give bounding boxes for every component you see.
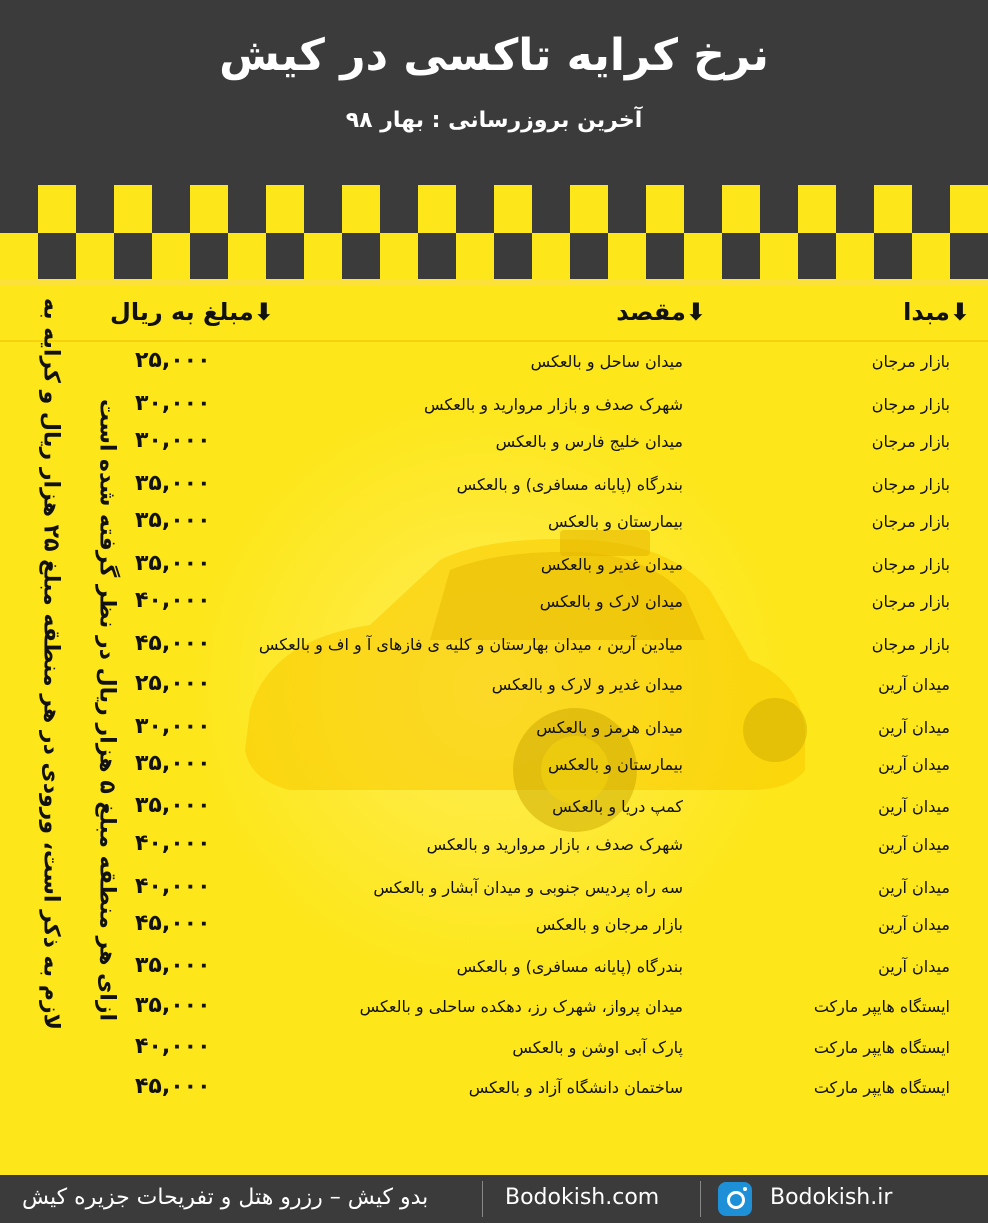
checker-cell xyxy=(684,185,722,233)
origin-cell: بازار مرجان xyxy=(871,635,950,654)
instagram-icon[interactable] xyxy=(718,1182,752,1216)
side-note xyxy=(24,298,134,1030)
checker-cell xyxy=(760,185,798,233)
price-cell: ۴۰,۰۰۰ xyxy=(135,588,211,613)
table-row xyxy=(0,831,988,865)
price-cell: ۴۰,۰۰۰ xyxy=(135,831,211,856)
footer-instagram-link[interactable]: Bodokish.ir xyxy=(770,1185,893,1210)
table-row xyxy=(0,391,988,425)
table-row xyxy=(0,348,988,382)
checker-pattern-top xyxy=(0,185,988,233)
footer xyxy=(0,1175,988,1223)
price-cell: ۴۵,۰۰۰ xyxy=(135,1074,211,1099)
origin-cell: بازار مرجان xyxy=(871,395,950,414)
destination-cell: میدان غدیر و بالعکس xyxy=(540,555,683,574)
checker-cell xyxy=(722,233,760,281)
origin-cell: میدان آرین xyxy=(878,878,950,897)
origin-cell: بازار مرجان xyxy=(871,555,950,574)
checker-cell xyxy=(646,233,684,281)
origin-cell: بازار مرجان xyxy=(871,512,950,531)
checker-cell xyxy=(380,185,418,233)
table-row xyxy=(0,874,988,908)
header xyxy=(0,0,988,185)
column-header-price: ⬇مبلغ به ریال xyxy=(110,298,274,326)
origin-cell: بازار مرجان xyxy=(871,352,950,371)
destination-cell: میدان خلیج فارس و بالعکس xyxy=(495,432,683,451)
price-cell: ۴۵,۰۰۰ xyxy=(135,631,211,656)
destination-cell: بیمارستان و بالعکس xyxy=(547,512,683,531)
side-note-line-1: لازم به ذکر است، ورودی در هر منطقه مبلغ ۲۵ هزار ریال و کرایه به xyxy=(38,298,64,1030)
price-cell: ۳۵,۰۰۰ xyxy=(135,751,211,776)
origin-cell: میدان آرین xyxy=(878,797,950,816)
checker-cell xyxy=(494,233,532,281)
price-cell: ۲۵,۰۰۰ xyxy=(135,671,211,696)
checker-cell xyxy=(532,185,570,233)
destination-cell: بازار مرجان و بالعکس xyxy=(535,915,683,934)
side-note-line-2: ازای هر منطقه مبلغ ۵ هزار ریال در نظر گرفته شده است xyxy=(94,398,120,1022)
origin-cell: میدان آرین xyxy=(878,755,950,774)
destination-cell: میدان هرمز و بالعکس xyxy=(536,718,683,737)
price-cell: ۴۰,۰۰۰ xyxy=(135,1034,211,1059)
price-cell: ۳۵,۰۰۰ xyxy=(135,471,211,496)
table-row xyxy=(0,1034,988,1068)
destination-cell: شهرک صدف ، بازار مروارید و بالعکس xyxy=(426,835,683,854)
checker-cell xyxy=(0,185,38,233)
price-cell: ۳۰,۰۰۰ xyxy=(135,714,211,739)
destination-cell: کمپ دریا و بالعکس xyxy=(552,797,683,816)
price-cell: ۳۵,۰۰۰ xyxy=(135,953,211,978)
destination-cell: میدان لارک و بالعکس xyxy=(539,592,683,611)
origin-cell: میدان آرین xyxy=(878,675,950,694)
destination-cell: شهرک صدف و بازار مروارید و بالعکس xyxy=(424,395,683,414)
origin-cell: بازار مرجان xyxy=(871,432,950,451)
origin-cell: بازار مرجان xyxy=(871,592,950,611)
table-row xyxy=(0,588,988,622)
destination-cell: بندرگاه (پایانه مسافری) و بالعکس xyxy=(456,475,683,494)
footer-divider xyxy=(700,1181,701,1217)
destination-cell: میادین آرین ، میدان بهارستان و کلیه ی فازهای آ و اف و بالعکس xyxy=(258,635,683,654)
price-cell: ۴۰,۰۰۰ xyxy=(135,874,211,899)
destination-cell: بیمارستان و بالعکس xyxy=(547,755,683,774)
table-row xyxy=(0,1074,988,1108)
arrow-down-icon: ⬇ xyxy=(685,298,706,326)
checker-cell xyxy=(342,233,380,281)
origin-cell: ایستگاه هایپر مارکت xyxy=(813,997,950,1016)
checker-cell xyxy=(836,185,874,233)
destination-cell: سه راه پردیس جنوبی و میدان آبشار و بالعکس xyxy=(373,878,683,897)
price-cell: ۳۵,۰۰۰ xyxy=(135,993,211,1018)
checker-cell xyxy=(266,233,304,281)
table-row xyxy=(0,911,988,945)
table-row xyxy=(0,551,988,585)
origin-cell: میدان آرین xyxy=(878,915,950,934)
table-row xyxy=(0,993,988,1027)
header-strip xyxy=(0,279,988,285)
last-update: آخرین بروزرسانی : بهار ۹۸ xyxy=(345,108,643,133)
checker-cell xyxy=(798,233,836,281)
origin-cell: میدان آرین xyxy=(878,957,950,976)
destination-cell: میدان غدیر و لارک و بالعکس xyxy=(491,675,683,694)
origin-cell: بازار مرجان xyxy=(871,475,950,494)
checker-cell xyxy=(38,233,76,281)
checker-pattern-bottom xyxy=(0,233,988,281)
price-cell: ۳۰,۰۰۰ xyxy=(135,428,211,453)
checker-cell xyxy=(608,185,646,233)
header-divider xyxy=(0,340,988,342)
origin-cell: ایستگاه هایپر مارکت xyxy=(813,1038,950,1057)
checker-cell xyxy=(874,233,912,281)
footer-divider xyxy=(482,1181,483,1217)
price-cell: ۳۵,۰۰۰ xyxy=(135,793,211,818)
price-cell: ۳۰,۰۰۰ xyxy=(135,391,211,416)
arrow-down-icon: ⬇ xyxy=(253,298,274,326)
price-cell: ۳۵,۰۰۰ xyxy=(135,508,211,533)
checker-cell xyxy=(912,185,950,233)
checker-cell xyxy=(114,233,152,281)
destination-cell: پارک آبی اوشن و بالعکس xyxy=(512,1038,683,1057)
column-header-origin: ⬇مبدا xyxy=(903,298,970,326)
checker-cell xyxy=(228,185,266,233)
checker-cell xyxy=(570,233,608,281)
origin-cell: ایستگاه هایپر مارکت xyxy=(813,1078,950,1097)
checker-cell xyxy=(190,233,228,281)
table-row xyxy=(0,631,988,665)
footer-website-link[interactable]: Bodokish.com xyxy=(505,1185,660,1210)
table-row xyxy=(0,751,988,785)
footer-tagline: بدو کیش – رزرو هتل و تفریحات جزیره کیش xyxy=(22,1185,429,1210)
table-row xyxy=(0,471,988,505)
column-header-destination: ⬇مقصد xyxy=(616,298,706,326)
table-row xyxy=(0,508,988,542)
origin-cell: میدان آرین xyxy=(878,718,950,737)
table-row xyxy=(0,428,988,462)
destination-cell: ساختمان دانشگاه آزاد و بالعکس xyxy=(468,1078,683,1097)
price-cell: ۴۵,۰۰۰ xyxy=(135,911,211,936)
origin-cell: میدان آرین xyxy=(878,835,950,854)
price-cell: ۳۵,۰۰۰ xyxy=(135,551,211,576)
page-title: نرخ کرایه تاکسی در کیش xyxy=(219,30,769,81)
checker-cell xyxy=(456,185,494,233)
destination-cell: بندرگاه (پایانه مسافری) و بالعکس xyxy=(456,957,683,976)
checker-cell xyxy=(304,185,342,233)
checker-cell xyxy=(950,233,988,281)
price-cell: ۲۵,۰۰۰ xyxy=(135,348,211,373)
table-row xyxy=(0,714,988,748)
table-row xyxy=(0,953,988,987)
destination-cell: میدان پرواز، شهرک رز، دهکده ساحلی و بالعکس xyxy=(359,997,683,1016)
table-row xyxy=(0,793,988,827)
checker-cell xyxy=(418,233,456,281)
checker-cell xyxy=(76,185,114,233)
arrow-down-icon: ⬇ xyxy=(949,298,970,326)
checker-cell xyxy=(152,185,190,233)
destination-cell: میدان ساحل و بالعکس xyxy=(530,352,683,371)
table-row xyxy=(0,671,988,705)
